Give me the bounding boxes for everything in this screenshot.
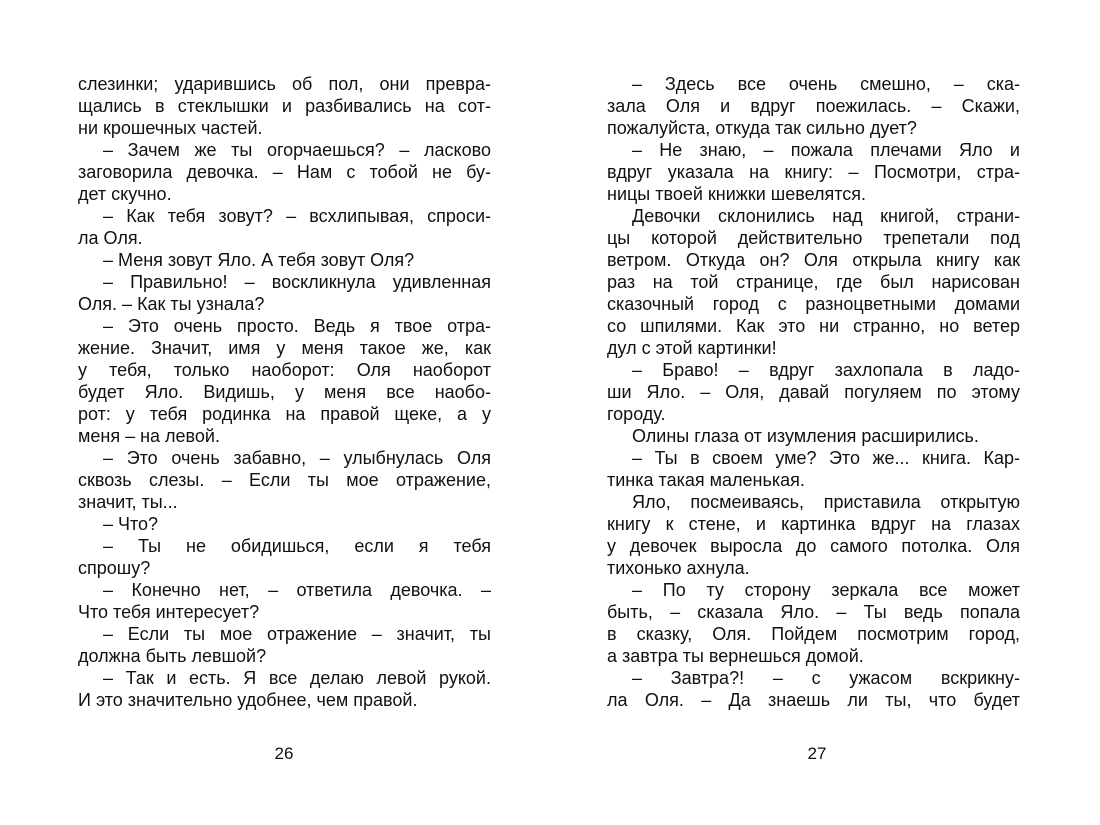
text-line: – Если ты мое отражение – значит, ты	[103, 624, 491, 644]
text-line: значит, ты...	[78, 492, 178, 512]
text-line: рот: у тебя родинка на правой щеке, а у	[78, 404, 491, 424]
text-line: – Это очень забавно, – улыбнулась Оля	[103, 448, 491, 468]
left-page-number: 26	[274, 744, 294, 763]
text-line: раз на той странице, где был нарисован	[607, 272, 1020, 292]
text-line: сквозь слезы. – Если ты мое отражение,	[78, 470, 491, 490]
text-line: ницы твоей книжки шевелятся.	[607, 184, 867, 204]
text-line: И это значительно удобнее, чем правой.	[78, 690, 418, 710]
left-page-text	[78, 73, 491, 711]
text-line: Девочки склонились над книгой, страни-	[632, 206, 1020, 226]
text-line: у девочек выросла до самого потолка. Оля	[607, 536, 1020, 556]
text-line: будет Яло. Видишь, у меня все наобо-	[78, 382, 491, 402]
text-line: ветром. Откуда он? Оля открыла книгу как	[607, 250, 1020, 270]
right-page	[550, 0, 1100, 825]
text-line: в сказку, Оля. Пойдем посмотрим город,	[607, 624, 1020, 644]
text-line: – Что?	[103, 514, 159, 534]
text-line: – Как тебя зовут? – всхлипывая, спроси-	[103, 206, 491, 226]
text-line: дул с этой картинки!	[607, 338, 777, 358]
text-line: – Браво! – вдруг захлопала в ладо-	[632, 360, 1020, 380]
text-line: со шпилями. Как это ни странно, но ветер	[607, 316, 1020, 336]
text-line: тинка такая маленькая.	[607, 470, 805, 490]
text-line: Оля. – Как ты узнала?	[78, 294, 265, 314]
text-line: заговорила девочка. – Нам с тобой не бу-	[78, 162, 491, 182]
text-line: – Ты не обидишься, если я тебя	[103, 536, 491, 556]
text-line: книгу к стене, и картинка вдруг на глазах	[607, 514, 1020, 534]
text-line: – Не знаю, – пожала плечами Яло и	[632, 140, 1020, 160]
text-line: щались в стеклышки и разбивались на сот-	[78, 96, 491, 116]
text-line: – Завтра?! – с ужасом вскрикну-	[632, 668, 1020, 688]
text-line: тихонько ахнула.	[607, 558, 750, 578]
right-page-number: 27	[807, 744, 827, 763]
text-line: ни крошечных частей.	[78, 118, 263, 138]
text-line: а завтра ты вернешься домой.	[607, 646, 864, 666]
text-line: – Зачем же ты огорчаешься? – ласково	[103, 140, 491, 160]
text-line: спрошу?	[78, 558, 151, 578]
text-line: зала Оля и вдруг поежилась. – Скажи,	[607, 96, 1020, 116]
text-line: Олины глаза от изумления расширились.	[632, 426, 979, 446]
text-line: дет скучно.	[78, 184, 172, 204]
text-line: пожалуйста, откуда так сильно дует?	[607, 118, 917, 138]
text-line: ши Яло. – Оля, давай погуляем по этому	[607, 382, 1020, 402]
text-line: должна быть левшой?	[78, 646, 267, 666]
text-line: жение. Значит, имя у меня такое же, как	[78, 338, 491, 358]
right-page-text	[607, 73, 1020, 711]
text-line: – Это очень просто. Ведь я твое отра-	[103, 316, 491, 336]
text-line: – Конечно нет, – ответила девочка. –	[103, 580, 491, 600]
text-line: Что тебя интересует?	[78, 602, 260, 622]
text-line: слезинки; ударившись об пол, они превра-	[78, 74, 491, 94]
text-line: у тебя, только наоборот: Оля наоборот	[78, 360, 491, 380]
text-line: ла Оля.	[78, 228, 143, 248]
text-line: ла Оля. – Да знаешь ли ты, что будет	[607, 690, 1020, 710]
text-line: цы которой действительно трепетали под	[607, 228, 1020, 248]
text-line: – Ты в своем уме? Это же... книга. Кар-	[632, 448, 1020, 468]
text-line: – Здесь все очень смешно, – ска-	[632, 74, 1020, 94]
text-line: городу.	[607, 404, 666, 424]
text-line: Яло, посмеиваясь, приставила открытую	[632, 492, 1020, 512]
text-line: – По ту сторону зеркала все может	[632, 580, 1020, 600]
text-line: вдруг указала на книгу: – Посмотри, стра-	[607, 162, 1020, 182]
text-line: – Так и есть. Я все делаю левой рукой.	[103, 668, 491, 688]
text-line: – Правильно! – воскликнула удивленная	[103, 272, 491, 292]
text-line: сказочный город с разноцветными домами	[607, 294, 1020, 314]
text-line: меня – на левой.	[78, 426, 220, 446]
text-line: – Меня зовут Яло. А тебя зовут Оля?	[103, 250, 415, 270]
text-line: быть, – сказала Яло. – Ты ведь попала	[607, 602, 1020, 622]
